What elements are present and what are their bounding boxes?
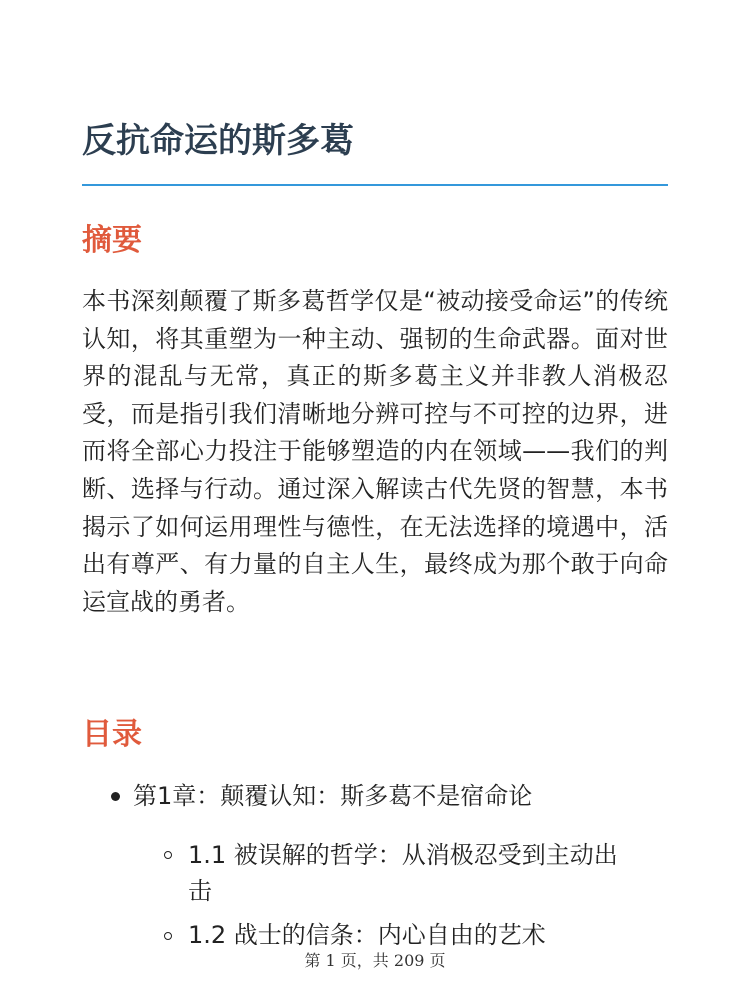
page-number-footer: 第 1 页，共 209 页 <box>304 951 446 970</box>
toc-section-1-1[interactable]: 1.1 被误解的哲学：从消极忍受到主动出 <box>188 841 618 869</box>
toc-section-1-1-continued[interactable]: 击 <box>188 877 212 905</box>
title-divider <box>82 184 668 186</box>
abstract-heading: 摘要 <box>82 223 142 258</box>
bullet-icon <box>111 792 120 801</box>
circle-bullet-icon <box>164 932 172 940</box>
circle-bullet-icon <box>164 851 172 859</box>
toc-chapter-1[interactable]: 第1章：颠覆认知：斯多葛不是宿命论 <box>133 782 533 810</box>
toc-heading: 目录 <box>82 717 142 752</box>
abstract-text: 本书深刻颠覆了斯多葛哲学仅是“被动接受命运”的传统认知，将其重塑为一种主动、强韧的生命武器。面对世界的混乱与无常，真正的斯多葛主义并非教人消极忍受，而是指引我们清晰地分辨可控与不可控的边界，进而将全部心力投注于能够塑造的内在领域——我们的判断、选择与行动。通过深入解读古代先贤的智慧，本书揭示了如何运用理性与德性，在无法选择的境遇中，活出有尊严、有力量的自主人生，最终成为那个敢于向命运宣战的勇者。 <box>82 287 668 616</box>
toc-section-1-2[interactable]: 1.2 战士的信条：内心自由的艺术 <box>188 921 546 949</box>
book-title: 反抗命运的斯多葛 <box>82 121 354 161</box>
